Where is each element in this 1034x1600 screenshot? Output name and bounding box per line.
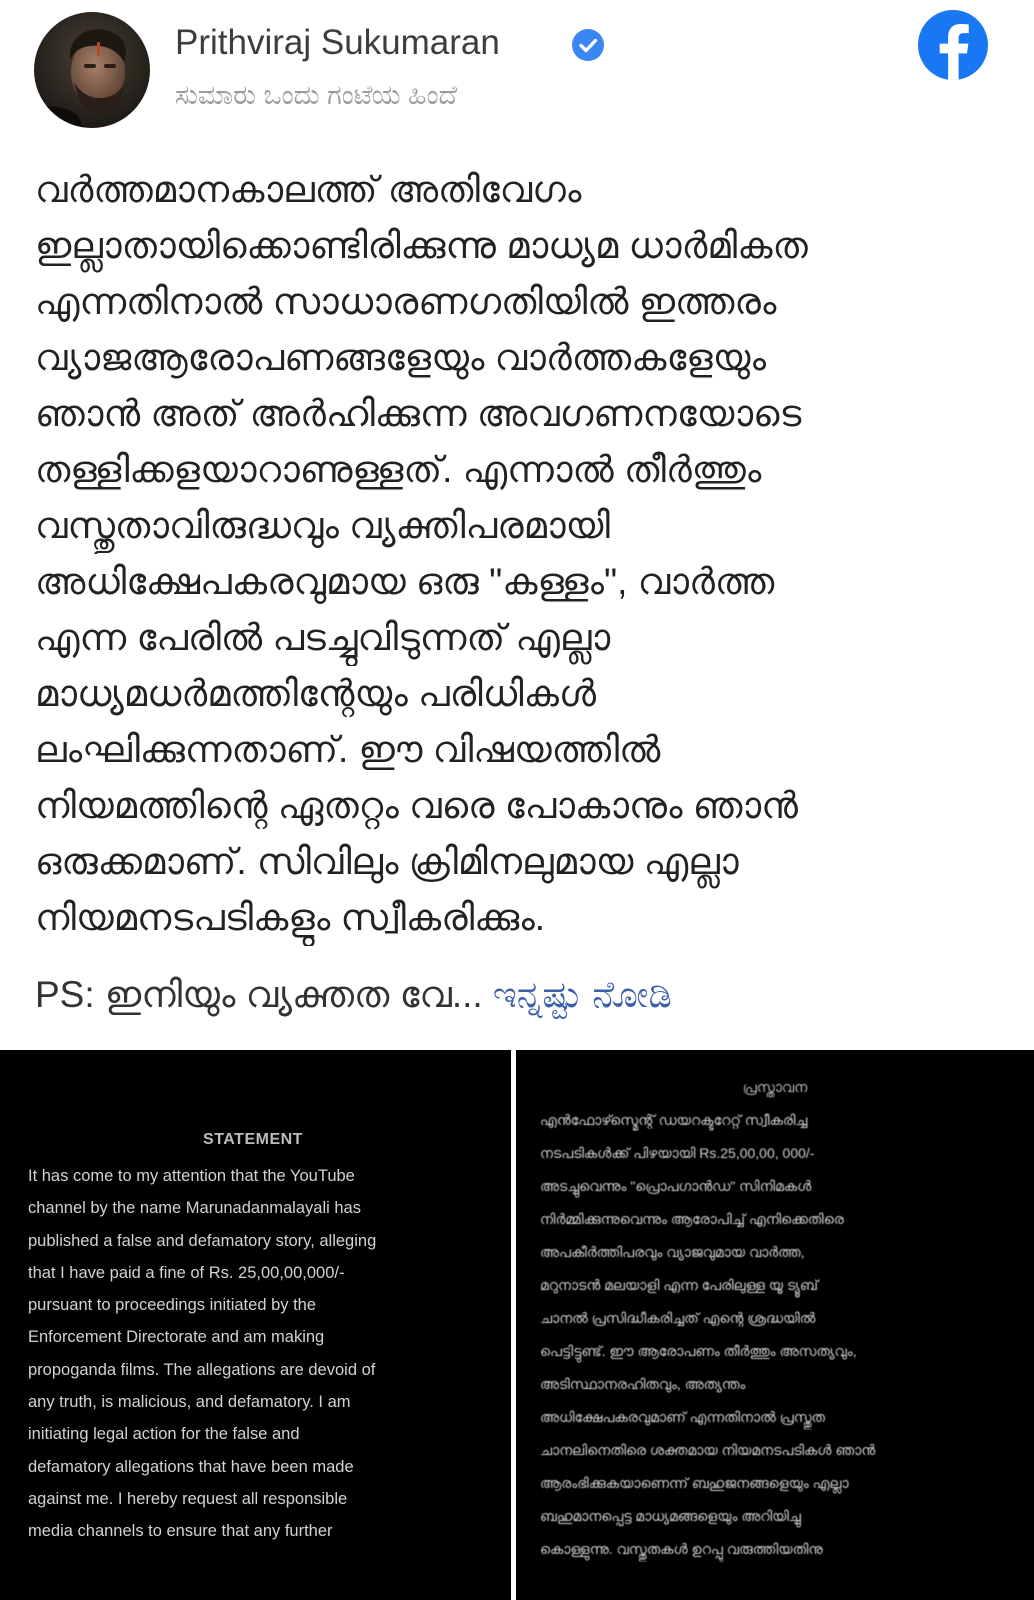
- post-media: [0, 1050, 1034, 1600]
- post-body-line: എന്ന പേരിൽ പടച്ചുവിടുന്നത് എല്ലാ: [35, 617, 611, 658]
- statement-line-malayalam: അധിക്ഷേപകരവുമാണ് എന്നതിനാൽ പ്രസ്തുത: [540, 1409, 825, 1425]
- statement-line-malayalam: അപകീർത്തിപരവും വ്യാജവുമായ വാർത്ത,: [540, 1244, 805, 1260]
- statement-line-malayalam: എൻഫോഴ്സ്മെന്റ് ഡയറക്ടറേറ്റ് സ്വീകരിച്ച: [540, 1112, 808, 1128]
- post-body-line: വ്യാജആരോപണങ്ങളേയും വാർത്തകളേയും: [35, 337, 767, 378]
- statement-line-malayalam: പെട്ടിട്ടുണ്ട്. ഈ ആരോപണം തീർത്തും അസത്യവും,: [540, 1343, 857, 1359]
- see-more-link[interactable]: ಇನ್ನಷ್ಟು ನೋಡಿ: [492, 974, 672, 1015]
- statement-line-malayalam: അടച്ചുവെന്നും "പ്രൊപഗാൻഡ" സിനിമകൾ: [540, 1178, 812, 1194]
- statement-line: It has come to my attention that the YouTube: [28, 1167, 355, 1185]
- avatar-photo: [34, 12, 150, 128]
- statement-line: media channels to ensure that any further: [28, 1522, 333, 1541]
- post-body-line: വർത്തമാനകാലത്ത് അതിവേഗം: [35, 169, 582, 210]
- statement-line-malayalam: നിർമ്മിക്കുന്നുവെന്നും ആരോപിച്ച് എനിക്കെതിരെ: [540, 1211, 844, 1227]
- statement-line: Enforcement Directorate and am making: [28, 1328, 325, 1347]
- statement-line-malayalam: നടപടികൾക്ക് പിഴയായി Rs.25,00,00, 000/-: [540, 1145, 815, 1161]
- statement-line-malayalam: ചാനൽ പ്രസിദ്ധീകരിച്ചത് എന്റെ ശ്രദ്ധയിൽ: [540, 1310, 816, 1326]
- statement-line-malayalam: ആരംഭിക്കുകയാണെന്ന് ബഹുജനങ്ങളെയും എല്ലാ: [540, 1475, 849, 1491]
- statement-line: initiating legal action for the false and: [28, 1425, 300, 1444]
- post-body-line: അധിക്ഷേപകരവുമായ ഒരു "കള്ളം", വാർത്ത: [35, 561, 775, 602]
- statement-text-malayalam: [540, 1104, 1018, 1566]
- statement-title: STATEMENT: [203, 1131, 303, 1148]
- post-body-line: നിയമത്തിന്റെ ഏതറ്റം വരെ പോകാനും ഞാൻ: [35, 785, 798, 826]
- facebook-logo-icon: [918, 10, 988, 80]
- statement-text: [28, 1160, 498, 1548]
- statement-line: pursuant to proceedings initiated by the: [28, 1296, 317, 1315]
- post-body-line: മാധ്യമധർമത്തിന്റേയും പരിധികൾ: [35, 673, 597, 714]
- post-body-line: ഞാൻ അത് അർഹിക്കുന്ന അവഗണനയോടെ: [35, 393, 802, 434]
- post-body-line: ഒരുക്കമാണ്. സിവിലും ക്രിമിനലുമായ എല്ലാ: [35, 841, 739, 882]
- statement-line: against me. I hereby request all responsible: [28, 1489, 348, 1508]
- statement-line: any truth, is malicious, and defamatory. I am: [28, 1393, 351, 1412]
- post-ps-text: PS: ഇനിയും വ്യക്തത വേ...: [35, 974, 483, 1015]
- statement-line: defamatory allegations that have been made: [28, 1457, 354, 1476]
- post-timestamp[interactable]: ಸುಮಾರು ಒಂದು ಗಂಟೆಯ ಹಿಂದೆ: [175, 80, 458, 110]
- author-name[interactable]: Prithviraj Sukumaran: [175, 23, 500, 62]
- post-body: [35, 162, 1020, 946]
- verified-badge-icon: [571, 28, 605, 62]
- post-body-line: ഇല്ലാതായിക്കൊണ്ടിരിക്കുന്നു മാധ്യമ ധാർമികത: [35, 225, 808, 266]
- statement-line-malayalam: കൊള്ളുന്നു. വസ്തുതകൾ ഉറപ്പു വരുത്തിയതിനു: [540, 1541, 823, 1557]
- statement-line-malayalam: ചാനലിനെതിരെ ശക്തമായ നിയമനടപടികൾ ഞാൻ: [540, 1442, 876, 1458]
- statement-line-malayalam: മറുനാടൻ മലയാളി എന്ന പേരിലുള്ള യൂ ട്യൂബ്: [540, 1277, 819, 1293]
- statement-line: propoganda films. The allegations are devoid of: [28, 1360, 376, 1379]
- statement-title-malayalam: പ്രസ്താവന: [742, 1079, 808, 1095]
- statement-line: channel by the name Marunadanmalayali has: [28, 1199, 361, 1218]
- statement-image-english[interactable]: [0, 1050, 511, 1600]
- post-body-line: വസ്തുതാവിരുദ്ധവും വ്യക്തിപരമായി: [35, 505, 610, 546]
- post-body-line: നിയമനടപടികളും സ്വീകരിക്കും.: [35, 897, 546, 938]
- post-body-line: ലംഘിക്കുന്നതാണ്. ഈ വിഷയത്തിൽ: [35, 729, 661, 770]
- statement-line-malayalam: അടിസ്ഥാനരഹിതവും, അത്യന്തം: [540, 1376, 746, 1392]
- post-body-line: എന്നതിനാൽ സാധാരണഗതിയിൽ ഇത്തരം: [35, 281, 777, 322]
- statement-line-malayalam: ബഹുമാനപ്പെട്ട മാധ്യമങ്ങളെയും അറിയിച്ചു: [540, 1508, 801, 1524]
- statement-line: published a false and defamatory story, alleging: [28, 1231, 377, 1250]
- post-ps-row: [35, 967, 1020, 1023]
- statement-image-malayalam[interactable]: [516, 1050, 1034, 1600]
- statement-line: that I have paid a fine of Rs. 25,00,00,000/-: [28, 1263, 345, 1282]
- post-body-line: തള്ളിക്കളയാറാണുള്ളത്. എന്നാൽ തീർത്തും: [35, 449, 762, 490]
- avatar[interactable]: [34, 12, 150, 128]
